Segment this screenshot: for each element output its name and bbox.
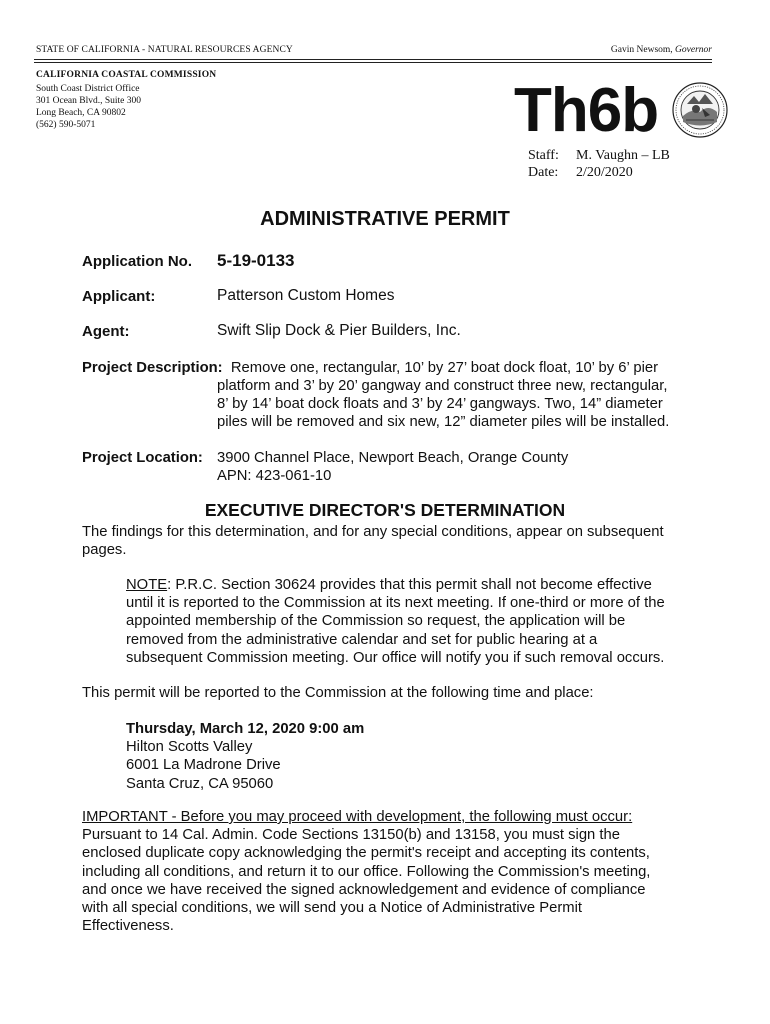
staff-label: Staff: — [528, 148, 559, 163]
meeting-city: Santa Cruz, CA 95060 — [126, 775, 274, 792]
application-number: 5-19-0133 — [217, 251, 295, 270]
agenda-item-code: Th6b — [514, 76, 659, 145]
note-line: until it is reported to the Commission at its next meeting. If one-third or more of the — [126, 595, 665, 612]
description-line: 8’ by 14’ boat dock floats and 3’ by 24’ gangways. Two, 14” diameter — [217, 396, 663, 413]
important-line: Effectiveness. — [82, 918, 174, 935]
meeting-address: 6001 La Madrone Drive — [126, 757, 281, 774]
note-label: NOTE — [126, 577, 168, 593]
application-label: Application No. — [82, 253, 192, 270]
office-line: (562) 590-5071 — [36, 120, 96, 130]
important-heading: IMPORTANT - Before you may proceed with development, the following must occur: — [82, 809, 633, 825]
project-location-label: Project Location: — [82, 450, 203, 466]
header-rule-top — [34, 59, 712, 60]
project-description-text: Remove one, rectangular, 10’ by 27’ boat dock float, 10’ by 6’ pier — [230, 360, 659, 376]
meeting-info — [126, 720, 364, 793]
agent-value: Swift Slip Dock & Pier Builders, Inc. — [217, 322, 461, 339]
applicant-label: Applicant: — [82, 288, 156, 305]
applicant-value: Patterson Custom Homes — [217, 287, 395, 304]
california-seal-icon — [672, 82, 728, 138]
project-description-first-line — [82, 359, 658, 377]
description-line: platform and 3’ by 20’ gangway and construct three new, rectangular, — [217, 378, 668, 394]
date-line — [528, 164, 633, 181]
meeting-venue: Hilton Scotts Valley — [126, 739, 253, 756]
project-description-label: Project Description: — [82, 360, 223, 376]
commission-name: CALIFORNIA COASTAL COMMISSION — [36, 70, 217, 80]
important-line: enclosed duplicate copy acknowledging the permit's receipt and accepting its contents, — [82, 845, 650, 862]
governor-line — [611, 45, 712, 55]
note-line: appointed membership of the Commission so request, the application will be — [126, 613, 626, 630]
date-label: Date: — [528, 165, 559, 180]
findings-line: The findings for this determination, and for any special conditions, appear on subsequent — [82, 524, 664, 540]
agent-label: Agent: — [82, 323, 130, 340]
office-line: Long Beach, CA 90802 — [36, 108, 126, 118]
determination-heading: EXECUTIVE DIRECTOR'S DETERMINATION — [204, 500, 566, 520]
location-line: 3900 Channel Place, Newport Beach, Orange County — [217, 450, 569, 466]
governor-title: Governor — [675, 45, 712, 55]
note-first-line — [126, 576, 706, 594]
office-line: South Coast District Office — [36, 84, 140, 94]
location-apn: APN: 423-061-10 — [217, 468, 332, 485]
note-line: subsequent Commission meeting. Our office will notify you if such removal occurs. — [126, 649, 665, 666]
staff-line — [528, 147, 670, 164]
important-line: with all special conditions, we will send you a Notice of Administrative Permit — [82, 900, 583, 917]
report-statement: This permit will be reported to the Commission at the following time and place: — [82, 685, 594, 701]
findings-paragraph — [82, 523, 702, 559]
important-line: and once we have received the signed acknowledgement and evidence of compliance — [82, 881, 646, 898]
governor-name: Gavin Newsom, — [610, 45, 676, 55]
project-location-value — [217, 449, 568, 485]
meeting-datetime: Thursday, March 12, 2020 9:00 am — [126, 721, 365, 737]
description-line: piles will be removed and six new, 12” diameter piles will be installed. — [217, 414, 670, 431]
date-value: 2/20/2020 — [576, 165, 633, 180]
project-description-continued — [217, 377, 697, 432]
header-rule-bottom — [34, 62, 712, 63]
note-text: : P.R.C. Section 30624 provides that this permit shall not become effective — [167, 577, 652, 593]
note-line: removed from the administrative calendar and set for public hearing at a — [126, 631, 598, 648]
agency-header: STATE OF CALIFORNIA - NATURAL RESOURCES AGENCY — [36, 45, 293, 55]
staff-value: M. Vaughn – LB — [576, 148, 670, 163]
findings-line: pages. — [82, 542, 127, 559]
important-line: Pursuant to 14 Cal. Admin. Code Sections 13150(b) and 13158, you must sign the — [82, 827, 620, 844]
important-line: including all conditions, and return it to our office. Following the Commission's meeting, — [82, 863, 651, 880]
document-title: ADMINISTRATIVE PERMIT — [260, 208, 510, 230]
important-paragraph — [82, 808, 712, 935]
office-line: 301 Ocean Blvd., Suite 300 — [36, 96, 142, 106]
note-paragraph — [126, 576, 706, 667]
